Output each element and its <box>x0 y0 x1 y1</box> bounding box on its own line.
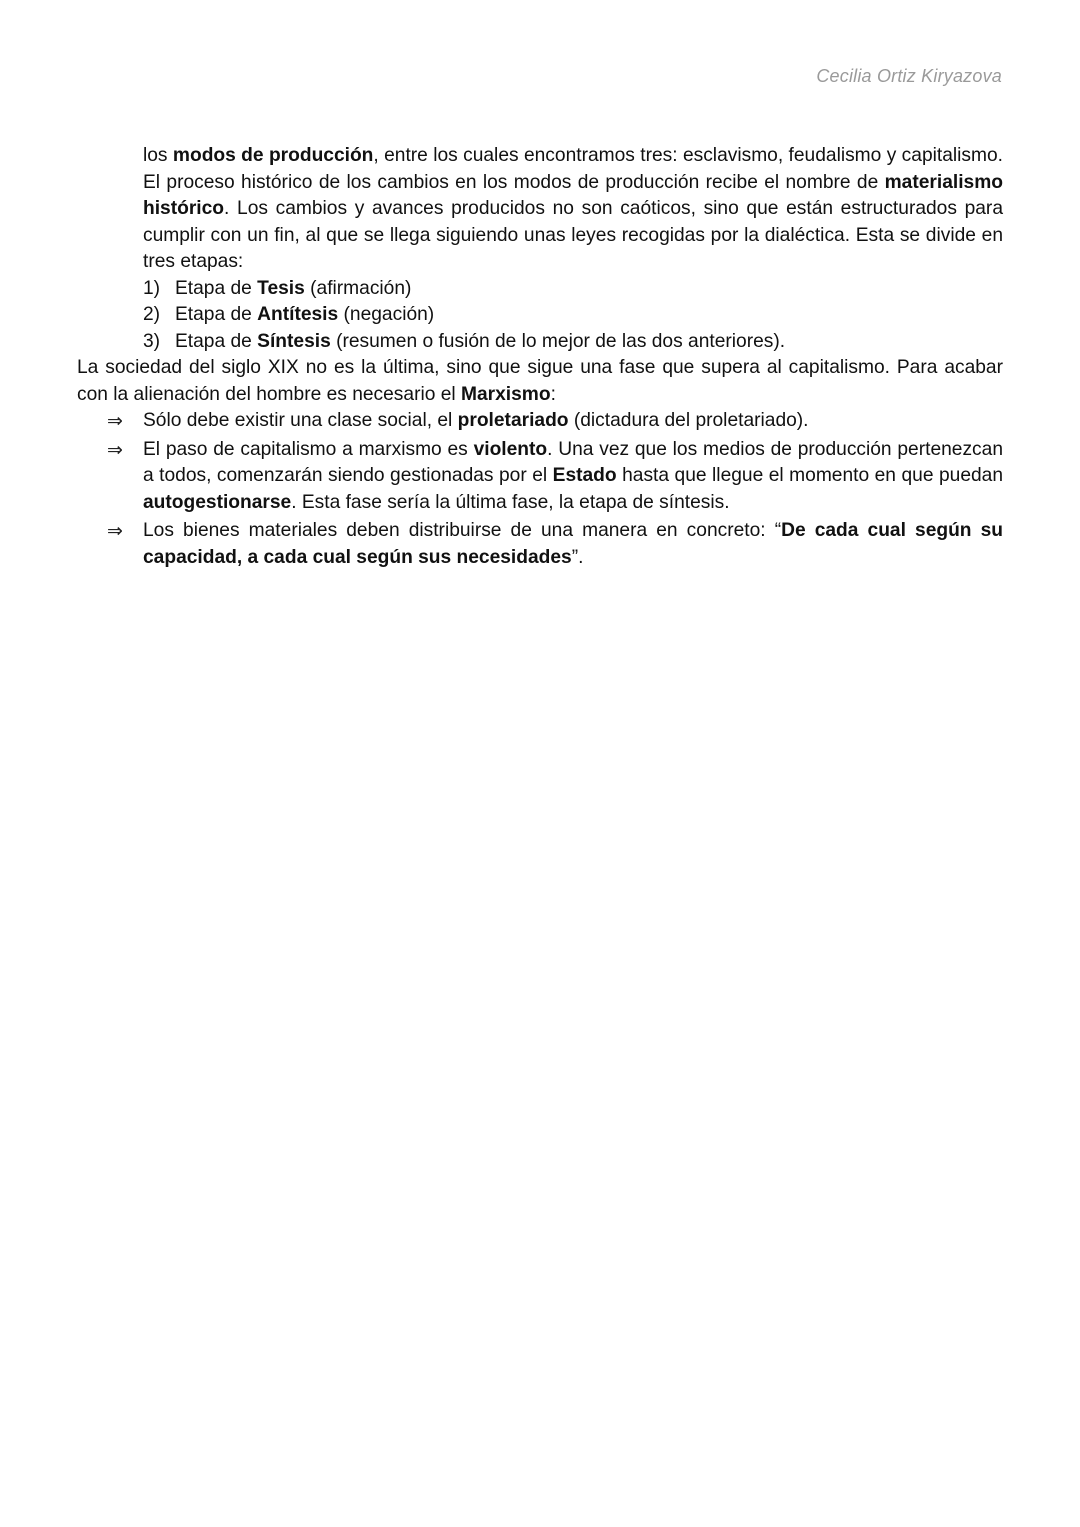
text-run: El paso de capitalismo a marxismo es <box>143 438 474 460</box>
bold-term-sintesis: Síntesis <box>257 330 331 352</box>
implies-arrow-icon: ⇒ <box>107 410 123 432</box>
text-run: Los bienes materiales deben distribuirse de una manera en concreto: “ <box>143 520 782 541</box>
bold-term-materialismo-historico: materialismo histórico <box>143 171 1003 219</box>
marxism-bullets <box>77 408 1003 571</box>
bullet-item <box>77 518 1003 571</box>
header-author: Cecilia Ortiz Kiryazova <box>816 66 1002 86</box>
stage-item <box>143 302 1003 329</box>
bullet-text <box>143 518 1003 571</box>
text-run: . Los cambios y avances producidos no son caóticos, sino que están estructurados para cumplir con un fin, al que se llega siguiendo unas leyes recogidas por la dialéctica. Esta se divide en tres etapas: <box>143 198 1003 272</box>
stage-item <box>143 329 1003 356</box>
text-run: Etapa de <box>175 277 258 299</box>
bullet-text <box>143 408 1003 435</box>
society-paragraph <box>77 355 1003 408</box>
bold-term-violento: violento <box>473 438 548 460</box>
text-run: (afirmación) <box>304 277 412 299</box>
bold-term-autogestionarse: autogestionarse <box>143 491 292 513</box>
bullet-item <box>77 437 1003 517</box>
bullet-text <box>143 437 1003 517</box>
text-run: Sólo debe existir una clase social, el <box>143 410 458 431</box>
text-run: : <box>550 383 556 405</box>
bold-term-tesis: Tesis <box>257 277 305 299</box>
text-run: . Esta fase sería la última fase, la etapa de síntesis. <box>291 491 730 513</box>
stage-number: 1) <box>143 277 161 299</box>
text-run: (negación) <box>338 304 435 325</box>
stage-text <box>175 302 434 329</box>
text-run: Etapa de <box>175 304 258 325</box>
stage-text <box>175 276 411 303</box>
text-run: hasta que llegue el momento en que puedan <box>616 465 1004 486</box>
text-run: ”. <box>571 546 584 568</box>
bold-term-estado: Estado <box>552 465 617 486</box>
text-run: (resumen o fusión de lo mejor de las dos anteriores). <box>330 330 786 352</box>
bold-term-antitesis: Antítesis <box>257 304 339 325</box>
stage-text <box>175 329 785 356</box>
stage-number: 2) <box>143 304 161 325</box>
text-run: , entre los cuales encontramos tres: esclavismo, feudalismo y capitalismo. El proceso histórico de los cambios en los modos de producción recibe el nombre de <box>143 145 1003 193</box>
stage-number: 3) <box>143 330 161 352</box>
implies-arrow-icon: ⇒ <box>107 438 123 461</box>
text-run: . Una vez que los medios de producción pertenezcan a todos, comenzarán siendo gestionadas por el <box>143 438 1003 486</box>
bullet-item <box>77 408 1003 435</box>
bold-term-proletariado: proletariado <box>457 410 569 431</box>
text-run: La sociedad del siglo XIX no es la última, sino que sigue una fase que supera al capitalismo. Para acabar con la alienación del hombre es necesario el <box>77 357 1003 405</box>
intro-paragraph <box>77 143 1003 276</box>
implies-arrow-icon: ⇒ <box>107 520 123 542</box>
bold-term-modos-de-produccion: modos de producción <box>172 145 374 166</box>
stage-item <box>143 276 1003 303</box>
bold-term-marxismo: Marxismo <box>460 383 551 405</box>
text-run: Etapa de <box>175 330 258 352</box>
text-run: los <box>143 145 173 166</box>
bold-quote: De cada cual según su capacidad, a cada cual según sus necesidades <box>143 520 1004 568</box>
text-run: (dictadura del proletariado). <box>568 410 809 431</box>
stages-list <box>77 276 1003 356</box>
document-body <box>77 143 1003 571</box>
